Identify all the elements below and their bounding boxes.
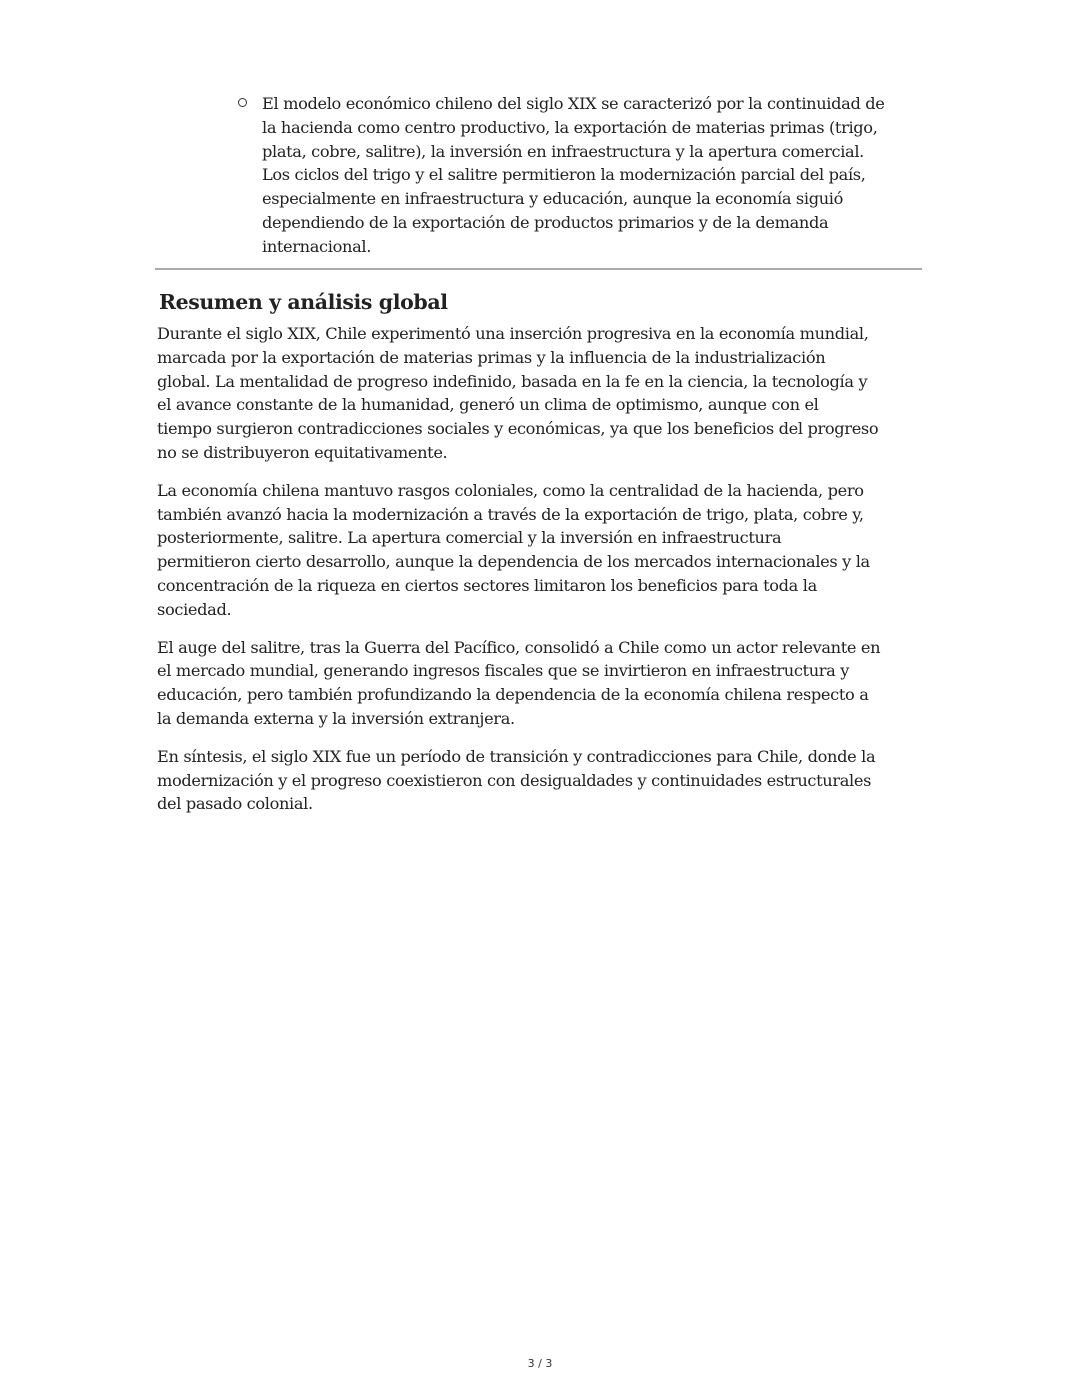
text-line: del pasado colonial. bbox=[157, 794, 313, 814]
paragraph bbox=[157, 322, 927, 465]
bullet-item bbox=[262, 92, 885, 259]
text-line: Durante el siglo XIX, Chile experimentó una inserción progresiva en la economía mundial, bbox=[157, 324, 869, 343]
text-line: el mercado mundial, generando ingresos fiscales que se invirtieron en infraestructura y bbox=[157, 661, 850, 681]
text-line: no se distribuyeron equitativamente. bbox=[157, 442, 448, 462]
bullet-circle-icon bbox=[238, 98, 247, 107]
paragraph bbox=[157, 745, 927, 816]
text-line: plata, cobre, salitre), la inversión en infraestructura y la apertura comercial. bbox=[262, 141, 864, 161]
text-line: La economía chilena mantuvo rasgos coloniales, como la centralidad de la hacienda, pero bbox=[157, 480, 864, 500]
text-line: el avance constante de la humanidad, generó un clima de optimismo, aunque con el bbox=[157, 395, 819, 415]
section-heading: Resumen y análisis global bbox=[159, 290, 448, 314]
text-line: educación, pero también profundizando la dependencia de la economía chilena respecto a bbox=[157, 685, 869, 705]
text-line: dependiendo de la exportación de productos primarios y de la demanda bbox=[262, 212, 829, 232]
page-number: 3 / 3 bbox=[527, 1357, 553, 1370]
text-line: concentración de la riqueza en ciertos sectores limitaron los beneficios para toda la bbox=[157, 575, 817, 595]
paragraph bbox=[157, 636, 927, 731]
paragraph bbox=[157, 479, 927, 622]
text-line: El auge del salitre, tras la Guerra del Pacífico, consolidó a Chile como un actor relevante en bbox=[157, 637, 881, 657]
text-line: En síntesis, el siglo XIX fue un período de transición y contradicciones para Chile, donde la bbox=[157, 746, 876, 766]
text-line: global. La mentalidad de progreso indefinido, basada en la fe en la ciencia, la tecnología y bbox=[157, 371, 868, 391]
section-body bbox=[157, 322, 927, 830]
text-line: sociedad. bbox=[157, 599, 232, 619]
text-line: también avanzó hacia la modernización a través de la exportación de trigo, plata, cobre y, bbox=[157, 504, 864, 524]
text-line: permitieron cierto desarrollo, aunque la dependencia de los mercados internacionales y la bbox=[157, 552, 870, 572]
text-line: El modelo económico chileno del siglo XIX se caracterizó por la continuidad de bbox=[262, 94, 885, 113]
text-line: tiempo surgieron contradicciones sociales y económicas, ya que los beneficios del progreso bbox=[157, 419, 879, 439]
text-line: la hacienda como centro productivo, la exportación de materias primas (trigo, bbox=[262, 117, 878, 137]
text-line: internacional. bbox=[262, 236, 371, 256]
text-line: modernización y el progreso coexistieron con desigualdades y continuidades estructurales bbox=[157, 770, 872, 790]
text-line: especialmente en infraestructura y educación, aunque la economía siguió bbox=[262, 189, 844, 209]
text-line: Los ciclos del trigo y el salitre permitieron la modernización parcial del país, bbox=[262, 165, 866, 185]
text-line: marcada por la exportación de materias primas y la influencia de la industrialización bbox=[157, 347, 826, 367]
horizontal-divider bbox=[155, 268, 922, 270]
text-line: la demanda externa y la inversión extranjera. bbox=[157, 708, 515, 728]
text-line: posteriormente, salitre. La apertura comercial y la inversión en infraestructura bbox=[157, 528, 782, 548]
